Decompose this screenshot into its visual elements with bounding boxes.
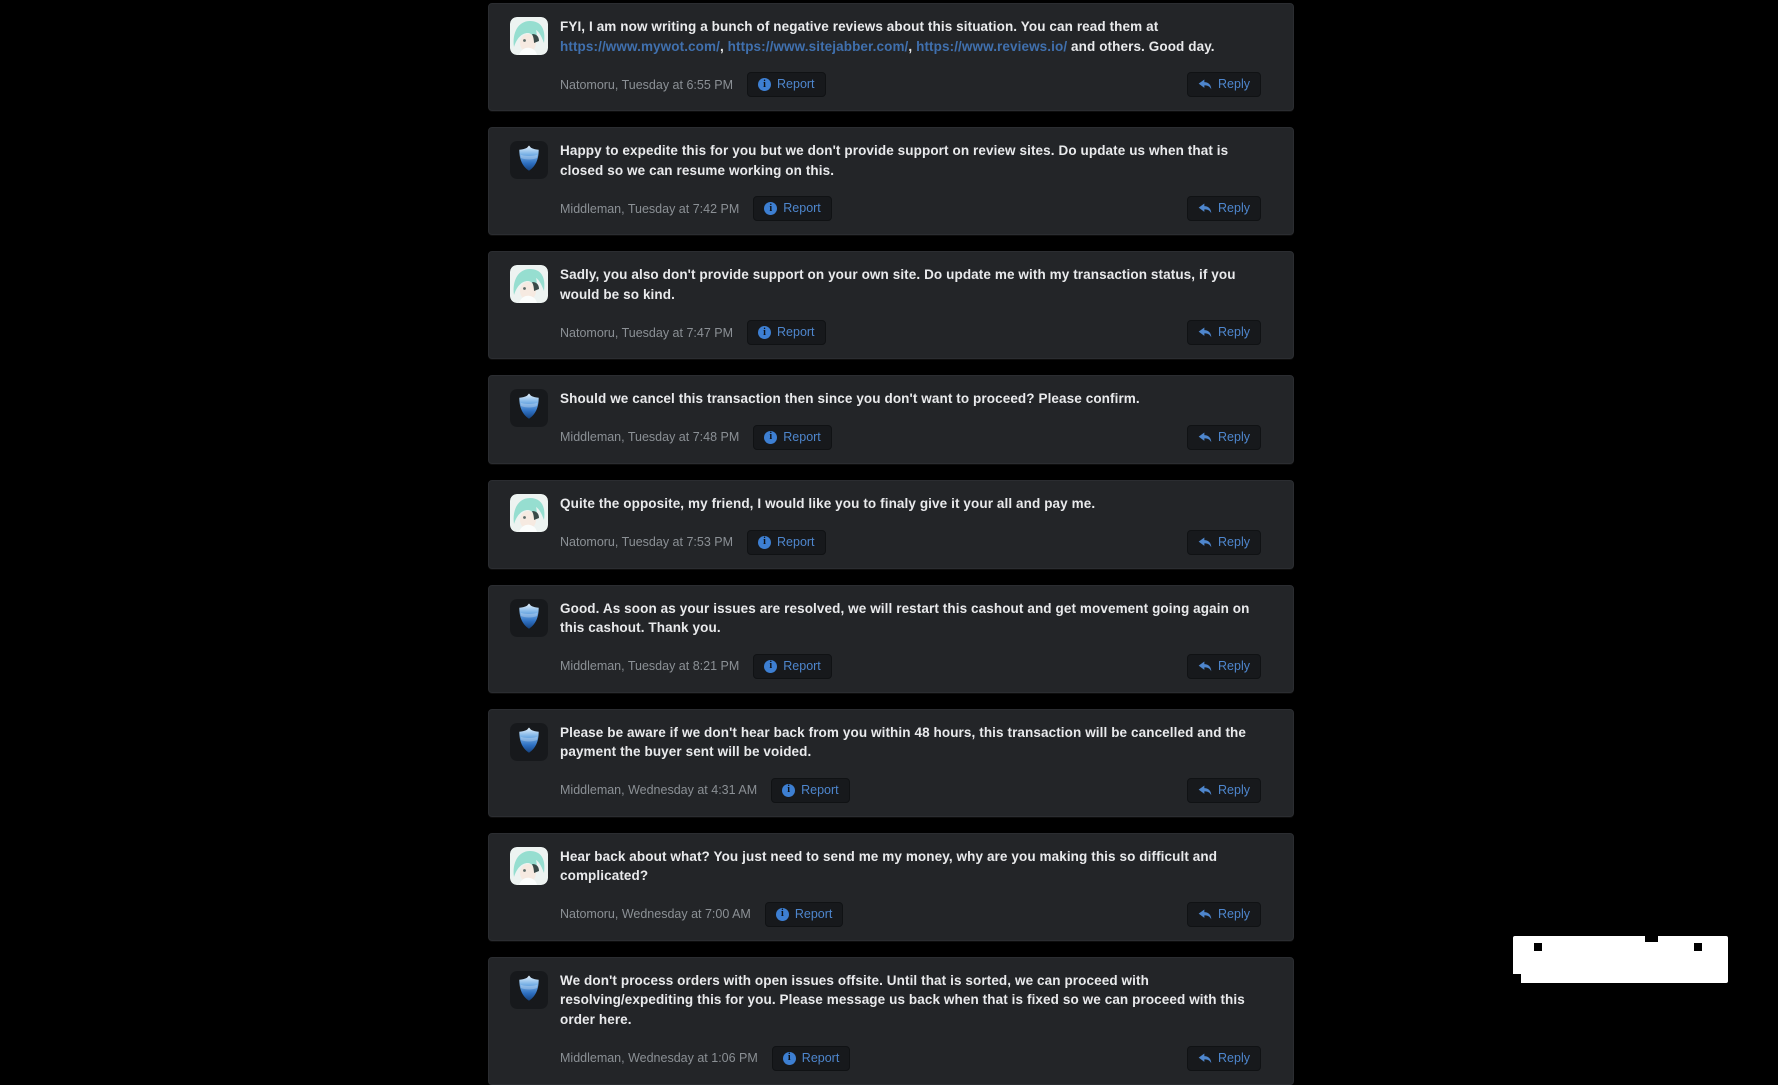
author-timestamp: Middleman, Wednesday at 1:06 PM <box>560 1051 758 1066</box>
reply-button[interactable] <box>1187 1046 1261 1071</box>
natomoru-avatar-icon <box>510 494 548 532</box>
report-button-label: Report <box>777 534 815 549</box>
message-text-run: FYI, I am now writing a bunch of negative reviews about this situation. You can read them at <box>560 19 1159 34</box>
info-icon: i <box>764 431 777 444</box>
author-timestamp: Middleman, Tuesday at 7:48 PM <box>560 430 740 445</box>
message-card <box>488 251 1294 359</box>
reply-button-label: Reply <box>1218 782 1250 797</box>
middleman-shield-avatar-icon <box>510 141 548 179</box>
reply-arrow-icon <box>1198 785 1212 796</box>
message-text <box>560 723 1254 762</box>
message-text-run: Happy to expedite this for you but we don't provide support on review sites. Do update us when that is closed so we can resume working on this. <box>560 143 1229 178</box>
reply-button-label: Reply <box>1218 658 1250 673</box>
message-meta-row <box>560 1046 1263 1071</box>
report-button-label: Report <box>777 77 815 92</box>
info-icon: i <box>758 536 771 549</box>
reply-button[interactable] <box>1187 530 1261 555</box>
redaction-mark <box>1513 974 1521 983</box>
report-button-label: Report <box>801 1050 840 1065</box>
middleman-shield-avatar-icon <box>510 723 548 761</box>
reply-button[interactable] <box>1187 778 1261 803</box>
message-meta-row <box>560 196 1263 221</box>
report-button-label: Report <box>783 658 821 673</box>
reply-button[interactable] <box>1187 72 1261 97</box>
message-content <box>560 847 1263 927</box>
info-icon: i <box>783 1052 796 1065</box>
info-icon: i <box>764 202 777 215</box>
report-button[interactable] <box>753 425 832 450</box>
message-content <box>560 494 1263 555</box>
reply-button[interactable] <box>1187 425 1261 450</box>
reply-arrow-icon <box>1198 203 1212 214</box>
report-button-label: Report <box>794 906 833 921</box>
message-meta-row <box>560 425 1263 450</box>
message-text <box>560 389 1254 409</box>
message-meta-row <box>560 530 1263 555</box>
info-icon: i <box>758 78 771 91</box>
message-text <box>560 971 1254 1030</box>
message-text-run: , <box>719 38 728 54</box>
report-button[interactable] <box>747 530 826 555</box>
reply-arrow-icon <box>1198 537 1212 548</box>
middleman-shield-avatar-icon <box>510 599 548 637</box>
user-avatar[interactable] <box>510 494 548 532</box>
middleman-shield-avatar-icon <box>510 971 548 1009</box>
report-button[interactable] <box>771 778 850 803</box>
user-avatar[interactable] <box>510 389 548 427</box>
reply-arrow-icon <box>1198 1053 1212 1064</box>
message-text-run: Good. As soon as your issues are resolved, we will restart this cashout and get movement going again on this cashout. Thank you. <box>560 600 1250 636</box>
redaction-mark <box>1534 943 1542 951</box>
message-content <box>560 141 1263 221</box>
reply-button[interactable] <box>1187 196 1261 221</box>
message-card <box>488 375 1294 464</box>
author-timestamp: Natomoru, Tuesday at 7:47 PM <box>560 325 734 340</box>
reply-arrow-icon <box>1198 661 1212 672</box>
user-avatar[interactable] <box>510 17 548 55</box>
author-timestamp: Natomoru, Wednesday at 7:00 AM <box>560 907 751 922</box>
reply-button[interactable] <box>1187 902 1261 927</box>
message-link[interactable]: https://www.reviews.io/ <box>916 38 1068 54</box>
redaction-mark <box>1694 943 1702 951</box>
message-card <box>488 833 1294 941</box>
reply-button-label: Reply <box>1218 1050 1250 1065</box>
message-text-run: Hear back about what? You just need to send me my money, why are you making this so difficult and complicated? <box>560 848 1218 884</box>
message-card <box>488 709 1294 817</box>
info-icon: i <box>764 660 777 673</box>
report-button-label: Report <box>777 325 815 340</box>
user-avatar[interactable] <box>510 723 548 761</box>
message-meta-row <box>560 72 1263 97</box>
reply-arrow-icon <box>1198 909 1212 920</box>
reply-button-label: Reply <box>1218 429 1250 444</box>
report-button[interactable] <box>753 196 832 221</box>
message-content <box>560 971 1263 1071</box>
message-card <box>488 3 1294 111</box>
message-card <box>488 480 1294 569</box>
message-content <box>560 723 1263 803</box>
natomoru-avatar-icon <box>510 17 548 55</box>
message-text <box>560 599 1254 638</box>
info-icon: i <box>758 326 771 339</box>
message-text <box>560 141 1254 180</box>
message-link[interactable]: https://www.mywot.com/ <box>560 38 720 54</box>
message-card <box>488 957 1294 1085</box>
info-icon: i <box>776 908 789 921</box>
message-thread <box>488 3 1294 1085</box>
report-button[interactable] <box>753 654 832 679</box>
message-text-run: Quite the opposite, my friend, I would like you to finaly give it your all and pay me. <box>560 495 1096 511</box>
user-avatar[interactable] <box>510 599 548 637</box>
reply-button-label: Reply <box>1218 201 1250 216</box>
report-button-label: Report <box>783 201 821 216</box>
message-meta-row <box>560 902 1263 927</box>
author-timestamp: Natomoru, Tuesday at 6:55 PM <box>560 77 734 92</box>
reply-button-label: Reply <box>1218 325 1250 340</box>
message-text <box>560 494 1254 514</box>
message-text-run: and others. Good day. <box>1067 38 1215 54</box>
user-avatar[interactable] <box>510 265 548 303</box>
reply-button-label: Reply <box>1218 77 1250 92</box>
user-avatar[interactable] <box>510 141 548 179</box>
message-text-run: We don't process orders with open issues offsite. Until that is sorted, we can proceed with resolving/expediting this for you. Please message us back when that is fixed so we can proceed with this order here. <box>560 972 1245 1027</box>
reply-button-label: Reply <box>1218 906 1250 921</box>
message-content <box>560 17 1263 97</box>
middleman-shield-avatar-icon <box>510 389 548 427</box>
author-timestamp: Natomoru, Tuesday at 7:53 PM <box>560 535 734 549</box>
message-meta-row <box>560 654 1263 679</box>
redaction-mark <box>1645 936 1658 942</box>
redaction-sticker <box>1513 936 1728 983</box>
message-content <box>560 265 1263 345</box>
report-button-label: Report <box>783 429 821 444</box>
message-text <box>560 17 1254 56</box>
message-text-run: , <box>908 38 917 54</box>
report-button[interactable] <box>747 320 826 345</box>
reply-arrow-icon <box>1198 79 1212 90</box>
message-link[interactable]: https://www.sitejabber.com/ <box>727 38 909 54</box>
reply-arrow-icon <box>1198 327 1212 338</box>
natomoru-avatar-icon <box>510 265 548 303</box>
user-avatar[interactable] <box>510 847 548 885</box>
message-text-run: Sadly, you also don't provide support on your own site. Do update me with my transaction status, if you would be so kind. <box>560 267 1236 302</box>
author-timestamp: Middleman, Tuesday at 8:21 PM <box>560 659 740 674</box>
report-button[interactable] <box>765 902 844 927</box>
reply-button-label: Reply <box>1218 534 1250 549</box>
author-timestamp: Middleman, Wednesday at 4:31 AM <box>560 783 758 798</box>
reply-button[interactable] <box>1187 320 1261 345</box>
message-text-run: Please be aware if we don't hear back from you within 48 hours, this transaction will be cancelled and the payment the buyer sent will be voided. <box>560 724 1246 760</box>
report-button-label: Report <box>801 782 839 797</box>
report-button[interactable] <box>747 72 826 97</box>
info-icon: i <box>782 784 795 797</box>
natomoru-avatar-icon <box>510 847 548 885</box>
report-button[interactable] <box>772 1046 851 1071</box>
message-content <box>560 389 1263 450</box>
user-avatar[interactable] <box>510 971 548 1009</box>
message-card <box>488 127 1294 235</box>
reply-button[interactable] <box>1187 654 1261 679</box>
message-meta-row <box>560 778 1263 803</box>
message-content <box>560 599 1263 679</box>
reply-arrow-icon <box>1198 432 1212 443</box>
message-meta-row <box>560 320 1263 345</box>
message-text <box>560 847 1254 886</box>
message-card <box>488 585 1294 693</box>
message-text <box>560 265 1254 304</box>
message-text-run: Should we cancel this transaction then since you don't want to proceed? Please confirm. <box>560 391 1140 407</box>
author-timestamp: Middleman, Tuesday at 7:42 PM <box>560 201 740 216</box>
